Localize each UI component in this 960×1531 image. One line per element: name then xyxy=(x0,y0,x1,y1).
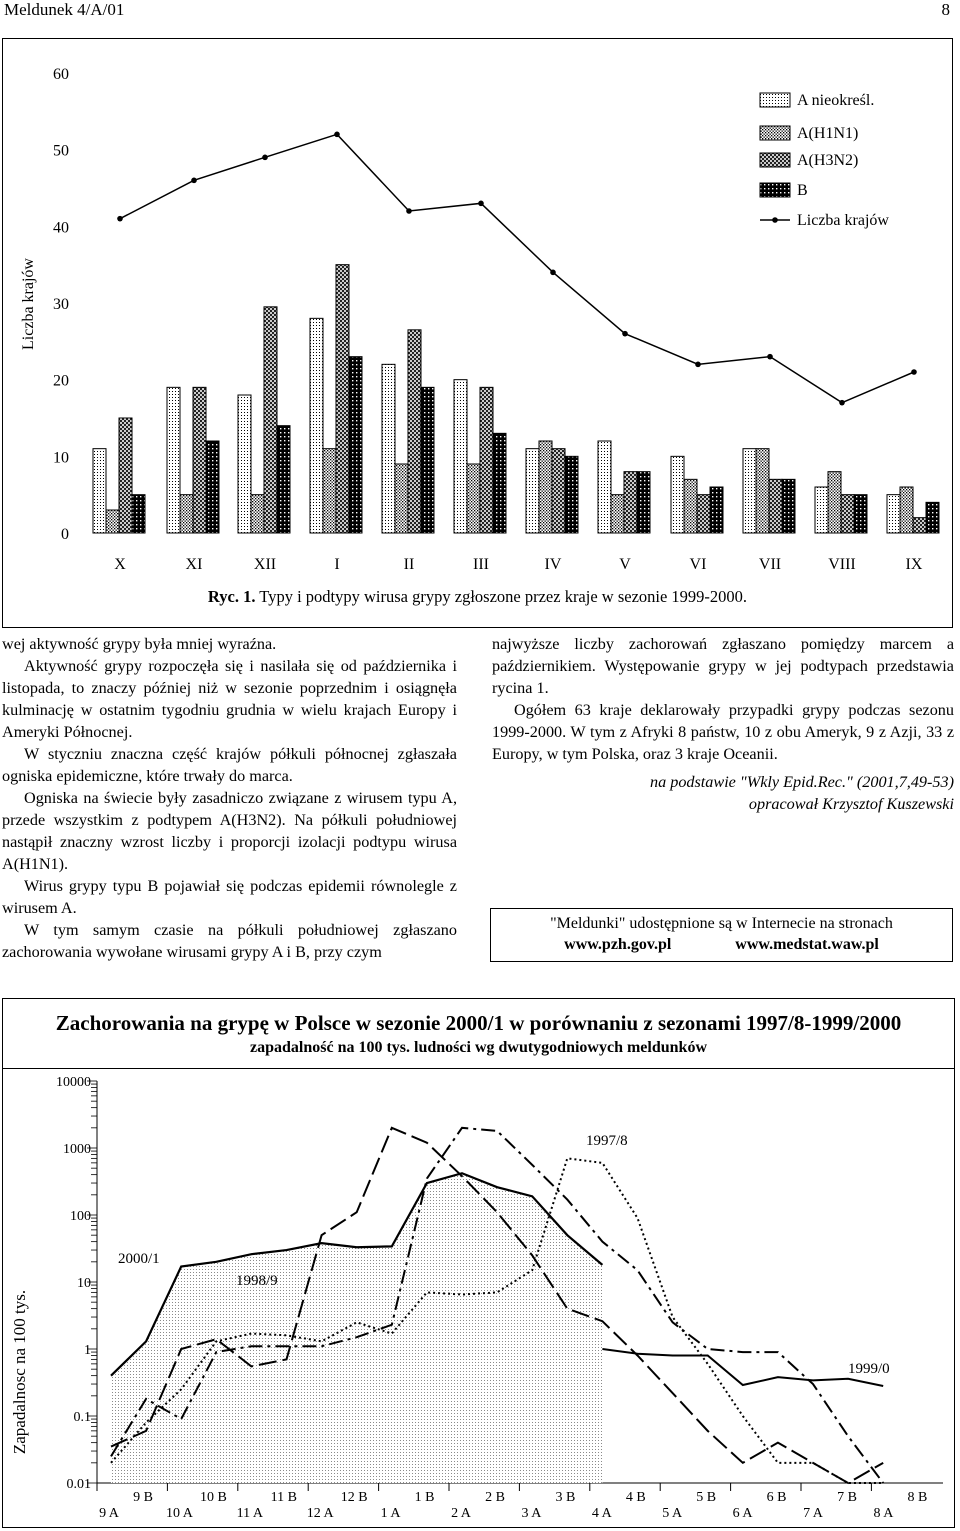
bar xyxy=(815,487,828,533)
bar xyxy=(710,487,723,533)
x-tick-label-bottom: 1 A xyxy=(380,1506,401,1521)
bar xyxy=(611,495,624,533)
x-tick-label-top: 10 B xyxy=(199,1490,227,1505)
bar xyxy=(421,387,434,533)
paragraph: wej aktywność grypy była mniej wyraźna. xyxy=(2,635,277,653)
paragraph: Wirus grypy typu B pojawiał się podczas epidemii równolegle z wirusem A. xyxy=(2,877,457,917)
x-tick-label-top: 12 B xyxy=(340,1490,368,1505)
x-tick-label: VIII xyxy=(828,556,856,573)
bar xyxy=(180,495,193,533)
legend-swatch xyxy=(760,126,790,140)
text-column-left xyxy=(2,633,457,963)
x-tick-label-bottom: 3 A xyxy=(521,1506,542,1521)
bar xyxy=(277,426,290,533)
author-line: opracował Krzysztof Kuszewski xyxy=(748,795,954,813)
series-label: 2000/1 xyxy=(118,1251,160,1267)
y-tick-label: 1000 xyxy=(63,1142,91,1157)
legend-swatch xyxy=(760,183,790,197)
line-point xyxy=(191,178,197,184)
bar xyxy=(769,479,782,533)
bar xyxy=(756,449,769,533)
bar xyxy=(887,495,900,533)
info-text: "Meldunki" udostępnione są w Internecie na stronach xyxy=(550,915,893,932)
bar xyxy=(132,495,145,533)
source-line: na podstawie "Wkly Epid.Rec." (2001,7,49-53) xyxy=(649,773,954,791)
y-tick-label: 20 xyxy=(53,372,69,390)
bar xyxy=(539,441,552,533)
x-tick-label-bottom: 11 A xyxy=(236,1506,263,1521)
line-point xyxy=(622,331,628,337)
paragraph: W styczniu znaczna część krajów półkuli północnej zgłaszała ogniska epidemiczne, które trwały do marca. xyxy=(2,745,457,785)
bar xyxy=(467,464,480,533)
x-tick-label: VI xyxy=(689,556,707,573)
paragraph: W tym samym czasie na półkuli południowej zgłaszano zachorowania wywołane wirusami grypy A i B, przy czym xyxy=(2,921,457,961)
x-tick-label-bottom: 2 A xyxy=(451,1506,471,1521)
caption-text: Typy i podtypy wirusa grypy zgłoszone przez kraje w sezonie 1999-2000. xyxy=(259,587,748,606)
bar xyxy=(565,456,578,533)
y-tick-label: 50 xyxy=(53,142,69,160)
running-header: Meldunek 4/A/01 xyxy=(4,0,125,19)
x-tick-label: IV xyxy=(544,556,562,573)
x-tick-label-top: 2 B xyxy=(485,1490,505,1505)
link-medstat[interactable]: www.medstat.waw.pl xyxy=(735,936,879,953)
bar-chart xyxy=(3,39,951,584)
line-point xyxy=(117,216,123,222)
x-tick-label-bottom: 6 A xyxy=(732,1506,753,1521)
legend-label: A(H1N1) xyxy=(797,125,859,142)
bar xyxy=(323,449,336,533)
bar xyxy=(349,357,362,533)
figure-2-subtitle: zapadalność na 100 tys. ludności wg dwutygodniowych meldunków xyxy=(250,1039,707,1056)
bar xyxy=(382,364,395,533)
bar xyxy=(395,464,408,533)
line-point xyxy=(911,369,917,375)
x-tick-label-top: 6 B xyxy=(766,1490,787,1505)
bar xyxy=(336,265,349,533)
bar xyxy=(926,502,939,533)
paragraph: najwyższe liczby zachorowań zgłaszano pomiędzy marcem a październikiem. Występowanie grypy w jej podtypach przedstawia rycina 1. xyxy=(492,635,954,697)
legend-label: B xyxy=(797,182,808,199)
x-tick-label: V xyxy=(619,556,631,573)
line-point xyxy=(550,270,556,276)
bar xyxy=(310,318,323,533)
x-tick-label: VII xyxy=(758,556,782,573)
bar xyxy=(854,495,867,533)
x-tick-label: X xyxy=(114,556,126,573)
bar xyxy=(206,441,219,533)
bar xyxy=(743,449,756,533)
bar xyxy=(167,387,180,533)
series-label: 1999/0 xyxy=(848,1361,890,1377)
x-tick-label-top: 9 B xyxy=(133,1490,153,1505)
figure-2-frame xyxy=(2,998,955,1528)
x-tick-label-bottom: 5 A xyxy=(662,1506,683,1521)
bar xyxy=(119,418,132,533)
y-axis-label: Zapadalnosc na 100 tys. xyxy=(10,1289,29,1455)
legend-swatch xyxy=(760,93,790,107)
y-tick-label: 100 xyxy=(70,1209,91,1224)
bar xyxy=(913,518,926,533)
x-tick-label-top: 1 B xyxy=(414,1490,435,1505)
x-tick-label: XI xyxy=(185,556,203,573)
series-label: 1997/8 xyxy=(586,1133,628,1149)
line-chart xyxy=(3,1067,953,1527)
bar xyxy=(251,495,264,533)
bar xyxy=(624,472,637,533)
y-tick-label: 40 xyxy=(53,219,69,237)
paragraph: Ogółem 63 kraje deklarowały przypadki grypy podczas sezonu 1999-2000. W tym z Afryki 8 państw, 10 z obu Ameryk, 9 z Azji, 33 z Europy, w tym Polska, oraz 3 kraje Oceanii. xyxy=(492,701,954,763)
paragraph: Ogniska na świecie były zasadniczo związane z wirusem typu A, przede wszystkim z podtypem A(H3N2). Na półkuli południowej nastąpił znaczny wzrost liczby i proporcji izolacji podtypu wirusa A(H1N1). xyxy=(2,789,457,873)
y-tick-label: 10 xyxy=(53,449,69,467)
legend-label: A(H3N2) xyxy=(797,152,859,169)
bar xyxy=(93,449,106,533)
x-tick-label-top: 4 B xyxy=(625,1490,646,1505)
bar xyxy=(637,472,650,533)
x-tick-label: IX xyxy=(905,556,923,573)
bar xyxy=(106,510,119,533)
bar xyxy=(552,449,565,533)
line-point xyxy=(478,201,484,207)
y-tick-label: 1 xyxy=(84,1343,91,1358)
x-tick-label-bottom: 8 A xyxy=(873,1506,894,1521)
bar xyxy=(828,472,841,533)
y-tick-label: 30 xyxy=(53,296,69,313)
text-column-right xyxy=(492,633,954,815)
y-tick-label: 0.01 xyxy=(66,1477,91,1492)
x-tick-label: I xyxy=(334,556,340,573)
y-tick-label: 60 xyxy=(53,66,69,83)
x-tick-label-bottom: 9 A xyxy=(99,1506,119,1521)
line-point xyxy=(334,132,340,138)
bar xyxy=(454,380,467,533)
x-tick-label-top: 7 B xyxy=(837,1490,857,1505)
y-axis-label: Liczba krajów xyxy=(20,258,37,350)
x-tick-label: XII xyxy=(253,556,277,573)
bar xyxy=(697,495,710,533)
x-tick-label-top: 5 B xyxy=(696,1490,717,1505)
figure-1-frame xyxy=(2,38,953,628)
legend-label: Liczba krajów xyxy=(797,212,889,229)
bar xyxy=(526,449,539,533)
caption-label: Ryc. 1. xyxy=(207,587,256,606)
x-tick-label-bottom: 12 A xyxy=(306,1506,334,1521)
page-number: 8 xyxy=(941,0,950,19)
line-point xyxy=(695,362,701,368)
bar xyxy=(684,479,697,533)
bar xyxy=(264,307,277,533)
bar xyxy=(480,387,493,533)
y-tick-label: 10 xyxy=(77,1276,91,1291)
y-tick-label: 0.1 xyxy=(73,1410,91,1425)
legend-label: A nieokreśl. xyxy=(797,92,875,109)
y-tick-label: 0 xyxy=(61,526,69,543)
bar xyxy=(493,433,506,533)
x-tick-label-top: 11 B xyxy=(270,1490,297,1505)
x-tick-label-top: 3 B xyxy=(555,1490,576,1505)
line-point xyxy=(406,208,412,214)
x-tick-label-bottom: 4 A xyxy=(591,1506,612,1521)
series-line-liczba-krajow xyxy=(120,134,914,402)
bar xyxy=(408,330,421,533)
area-2000-1 xyxy=(111,1173,602,1483)
figure-2-title: Zachorowania na grypę w Polsce w sezonie 2000/1 w porównaniu z sezonami 1997/8-1999/2000 xyxy=(55,1011,902,1035)
x-tick-label-bottom: 10 A xyxy=(165,1506,193,1521)
line-point xyxy=(839,400,845,406)
legend-swatch-marker xyxy=(772,217,778,223)
line-point xyxy=(262,155,268,161)
x-tick-label-bottom: 7 A xyxy=(803,1506,823,1521)
x-tick-label: III xyxy=(473,556,489,573)
bar xyxy=(598,441,611,533)
legend-swatch xyxy=(760,153,790,167)
bar xyxy=(193,387,206,533)
bar xyxy=(782,479,795,533)
bar xyxy=(841,495,854,533)
bar xyxy=(238,395,251,533)
paragraph: Aktywność grypy rozpoczęła się i nasilała się od października i listopada, to znaczy później niż w sezonie poprzednim i osiągnęła kulminację w ostatnim tygodniu grudnia w wielu krajach Europy i Ameryki Północnej. xyxy=(2,657,457,741)
bar xyxy=(671,456,684,533)
link-pzh[interactable]: www.pzh.gov.pl xyxy=(564,936,672,953)
figure-1-caption xyxy=(3,587,952,607)
y-tick-label: 10000 xyxy=(56,1075,91,1090)
x-tick-label-top: 8 B xyxy=(907,1490,928,1505)
series-line-1999-0-tail xyxy=(602,1349,883,1386)
series-label: 1998/9 xyxy=(236,1273,278,1289)
x-tick-label: II xyxy=(403,556,415,573)
bar xyxy=(900,487,913,533)
internet-info-box xyxy=(490,908,953,962)
line-point xyxy=(767,354,773,360)
